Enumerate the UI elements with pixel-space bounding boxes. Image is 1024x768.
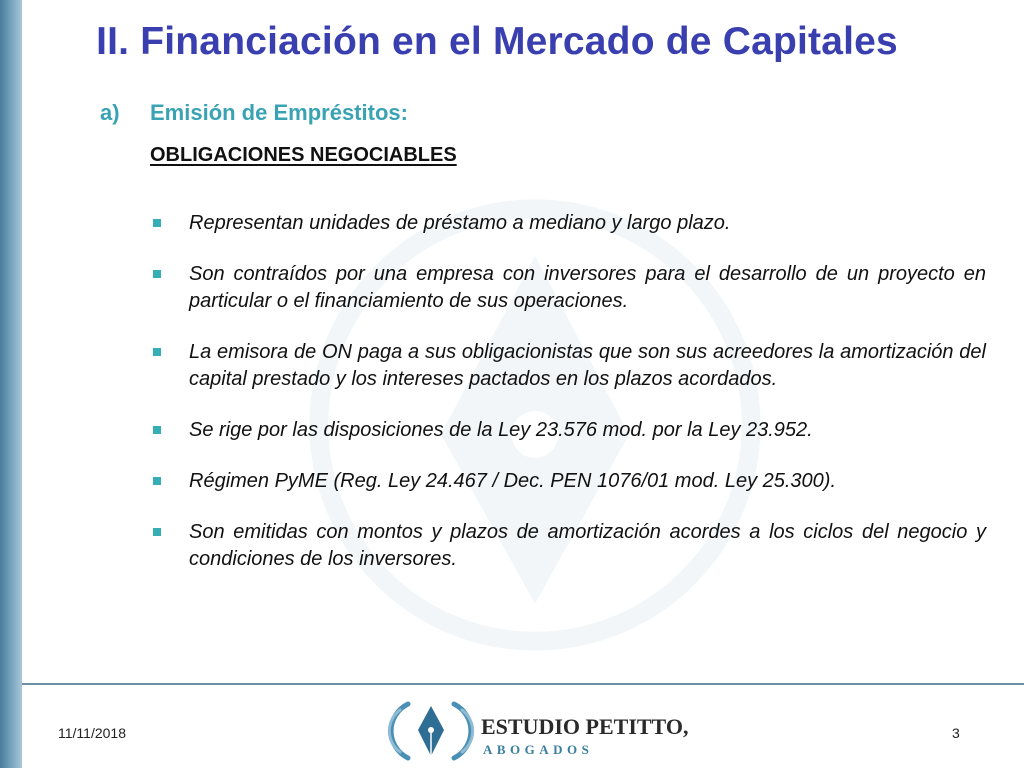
footer-divider bbox=[22, 683, 1024, 685]
bullet-item bbox=[150, 339, 986, 393]
logo-firm-name: ESTUDIO PETITTO, bbox=[481, 714, 689, 739]
bullet-text: Régimen PyME (Reg. Ley 24.467 / Dec. PEN 1076/01 mod. Ley 25.300). bbox=[189, 470, 837, 492]
square-bullet-icon bbox=[153, 477, 161, 485]
subheading: OBLIGACIONES NEGOCIABLES bbox=[150, 144, 457, 166]
section-letter: a) bbox=[100, 100, 120, 125]
section-heading bbox=[100, 100, 408, 126]
square-bullet-icon bbox=[153, 426, 161, 434]
square-bullet-icon bbox=[153, 348, 161, 356]
footer-date: 11/11/2018 bbox=[58, 725, 126, 741]
bullet-text: Se rige por las disposiciones de la Ley 23.576 mod. por la Ley 23.952. bbox=[189, 419, 813, 441]
page-number: 3 bbox=[952, 725, 960, 741]
bullet-item bbox=[150, 261, 986, 315]
firm-logo bbox=[386, 698, 689, 764]
bullet-text: Representan unidades de préstamo a mediano y largo plazo. bbox=[189, 212, 731, 234]
square-bullet-icon bbox=[153, 270, 161, 278]
bullet-item bbox=[150, 519, 986, 573]
bullet-item bbox=[150, 417, 986, 444]
section-title: Emisión de Empréstitos: bbox=[150, 100, 408, 125]
bullet-item bbox=[150, 210, 986, 237]
bullet-item bbox=[150, 468, 986, 495]
slide-title: II. Financiación en el Mercado de Capitales bbox=[96, 20, 898, 63]
left-accent-bar bbox=[0, 0, 22, 768]
fountain-pen-nib-icon bbox=[386, 698, 476, 764]
square-bullet-icon bbox=[153, 528, 161, 536]
square-bullet-icon bbox=[153, 219, 161, 227]
bullet-text: Son contraídos por una empresa con inversores para el desarrollo de un proyecto en particular o el financiamiento de sus operaciones. bbox=[189, 263, 986, 312]
bullet-list bbox=[150, 210, 986, 597]
logo-subtitle: ABOGADOS bbox=[483, 742, 594, 757]
bullet-text: La emisora de ON paga a sus obligacionistas que son sus acreedores la amortización del capital prestado y los intereses pactados en los plazos acordados. bbox=[189, 341, 986, 390]
bullet-text: Son emitidas con montos y plazos de amortización acordes a los ciclos del negocio y condiciones de los inversores. bbox=[189, 521, 986, 570]
